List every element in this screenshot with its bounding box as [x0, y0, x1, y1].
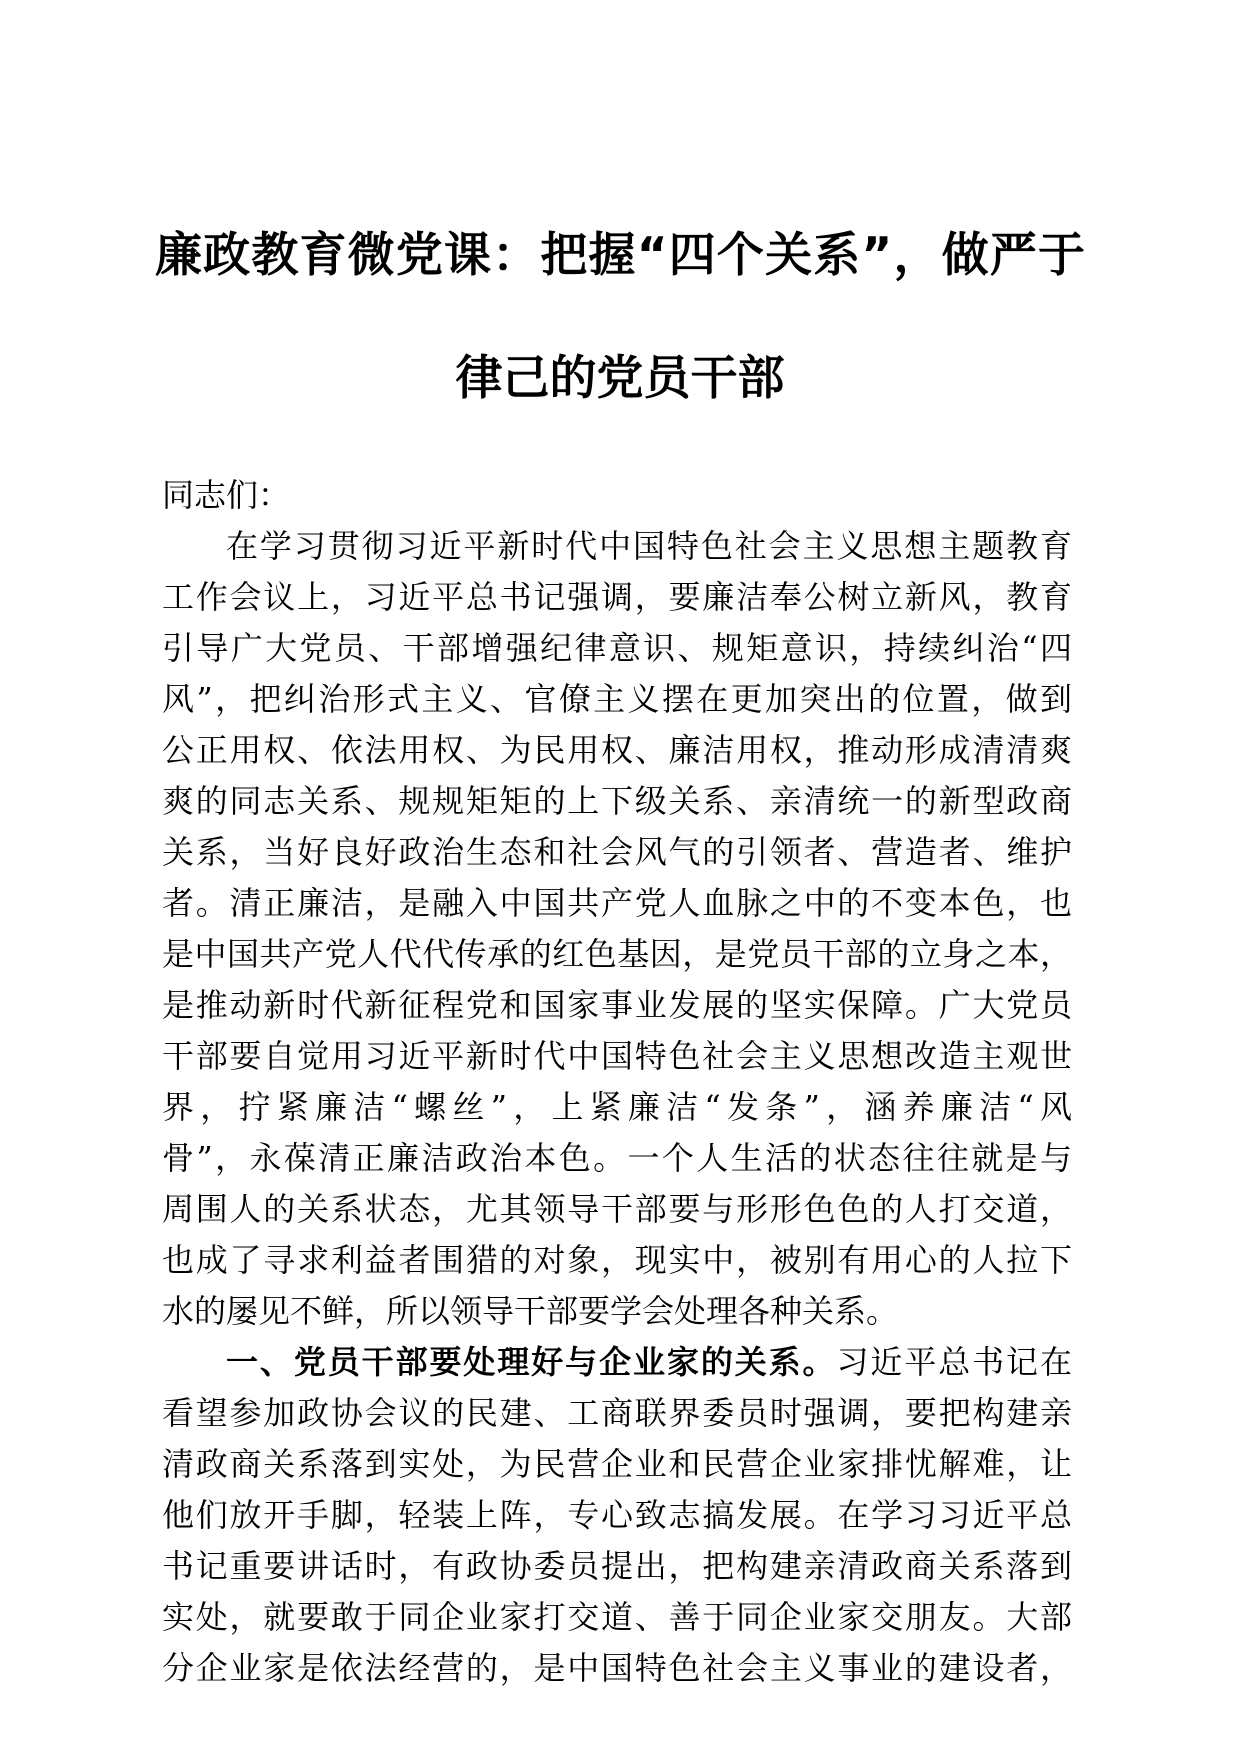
- paragraph-1-line: 风”，把纠治形式主义、官僚主义摆在更加突出的位置，做到: [162, 680, 1072, 718]
- section-1-line: 书记重要讲话时，有政协委员提出，把构建亲清政商关系落到: [162, 1547, 1072, 1585]
- paragraph-1-line: 工作会议上，习近平总书记强调，要廉洁奉公树立新风，教育: [162, 578, 1072, 616]
- paragraph-1-line: 界，拧紧廉洁“螺丝”，上紧廉洁“发条”，涵养廉洁“风: [162, 1088, 1072, 1126]
- document-title-line-2: 律己的党员干部: [455, 351, 785, 406]
- paragraph-1-line: 关系，当好良好政治生态和社会风气的引领者、营造者、维护: [162, 833, 1072, 871]
- paragraph-1-line: 公正用权、依法用权、为民用权、廉洁用权，推动形成清清爽: [162, 731, 1072, 769]
- section-1-first-line: [162, 1337, 1072, 1388]
- document-body: [162, 470, 1072, 1694]
- paragraph-1-line: 干部要自觉用习近平新时代中国特色社会主义思想改造主观世: [162, 1037, 1072, 1075]
- section-1-line: 看望参加政协会议的民建、工商联界委员时强调，要把构建亲: [162, 1394, 1072, 1432]
- paragraph-1-line: 水的屡见不鲜，所以领导干部要学会处理各种关系。: [162, 1292, 899, 1330]
- paragraph-1-line: 者。清正廉洁，是融入中国共产党人血脉之中的不变本色，也: [162, 884, 1072, 922]
- paragraph-1-line: 也成了寻求利益者围猎的对象，现实中，被别有用心的人拉下: [162, 1241, 1072, 1279]
- section-1-line: 实处，就要敢于同企业家打交道、善于同企业家交朋友。大部: [162, 1598, 1072, 1636]
- paragraph-1-line: 骨”，永葆清正廉洁政治本色。一个人生活的状态往往就是与: [162, 1139, 1072, 1177]
- paragraph-1-line: 周围人的关系状态，尤其领导干部要与形形色色的人打交道，: [162, 1190, 1072, 1228]
- section-1-line: 清政商关系落到实处，为民营企业和民营企业家排忧解难，让: [162, 1445, 1072, 1483]
- document-title-line-1: 廉政教育微党课：把握“四个关系”，做严于: [155, 228, 1085, 283]
- section-1-first-line-text: 习近平总书记在: [836, 1343, 1072, 1381]
- section-1-line: 分企业家是依法经营的，是中国特色社会主义事业的建设者，: [162, 1649, 1072, 1687]
- paragraph-1-line: 是中国共产党人代代传承的红色基因，是党员干部的立身之本，: [162, 935, 1072, 973]
- paragraph-1-line: 引导广大党员、干部增强纪律意识、规矩意识，持续纠治“四: [162, 629, 1072, 667]
- section-1-line: 他们放开手脚，轻装上阵，专心致志搞发展。在学习习近平总: [162, 1496, 1072, 1534]
- paragraph-1-line: 是推动新时代新征程党和国家事业发展的坚实保障。广大党员: [162, 986, 1072, 1024]
- paragraph-1-line: 在学习贯彻习近平新时代中国特色社会主义思想主题教育: [226, 527, 1072, 565]
- salutation: 同志们：: [162, 476, 291, 514]
- section-1-heading: 一、党员干部要处理好与企业家的关系。: [226, 1343, 837, 1381]
- paragraph-1-line: 爽的同志关系、规规矩矩的上下级关系、亲清统一的新型政商: [162, 782, 1072, 820]
